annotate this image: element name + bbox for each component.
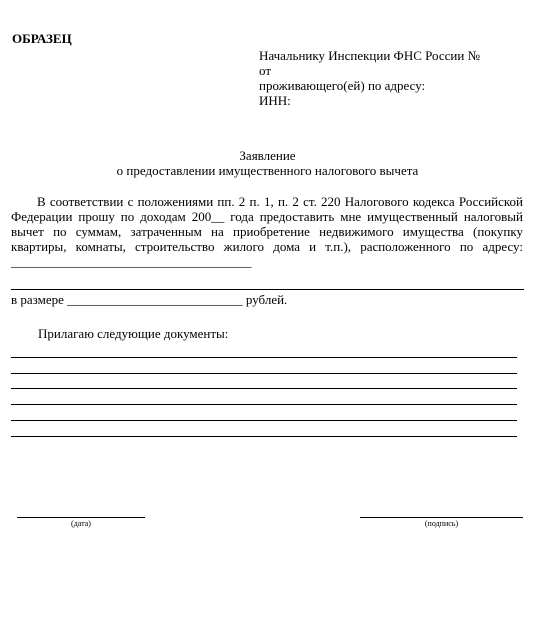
amount-blank: ___________________________ <box>67 292 243 307</box>
attachments-heading: Прилагаю следующие документы: <box>38 326 229 341</box>
attachment-blank-line <box>11 389 517 405</box>
date-signature-block <box>17 503 145 528</box>
amount-line <box>11 292 287 307</box>
attachment-blank-line <box>11 421 517 437</box>
date-caption: (дата) <box>71 519 91 528</box>
title-subtitle: о предоставлении имущественного налогового вычета <box>116 163 419 178</box>
addressee-inn-line: ИНН: <box>259 93 291 108</box>
title-main: Заявление <box>239 148 296 163</box>
attachment-blank-line <box>11 358 517 374</box>
attachments-blank-lines <box>11 342 517 437</box>
paragraph-text: В соответствии с положениями пп. 2 п. 1, п. 2 ст. 220 Налогового кодекса Российской Федерации прошу по доходам 200__ года предоставить мне имущественный налоговый вычет по суммам, затраченным на приобретение недвижимого имущества (покупку квартиры, комнаты, строительство жилого дома и т.п.), расположенного по адресу: _____________________________________ <box>11 194 523 269</box>
attachment-blank-line <box>11 405 517 421</box>
date-blank-line <box>17 503 145 518</box>
addressee-block <box>259 48 480 108</box>
sample-label: ОБРАЗЕЦ <box>12 31 72 46</box>
addressee-from-line: от <box>259 63 272 78</box>
signature-blank-line <box>360 503 523 518</box>
application-paragraph <box>11 194 523 269</box>
amount-prefix: в размере <box>11 292 64 307</box>
addressee-address-line: проживающего(ей) по адресу: <box>259 78 426 93</box>
amount-suffix: рублей. <box>245 292 288 307</box>
attachment-blank-line <box>11 374 517 390</box>
addressee-inspection-line: Начальнику Инспекции ФНС России № <box>259 48 480 63</box>
document-title <box>0 148 535 178</box>
attachment-blank-line <box>11 342 517 358</box>
signature-block <box>360 503 523 528</box>
address-blank-line <box>11 289 524 290</box>
signature-caption: (подпись) <box>424 519 459 528</box>
